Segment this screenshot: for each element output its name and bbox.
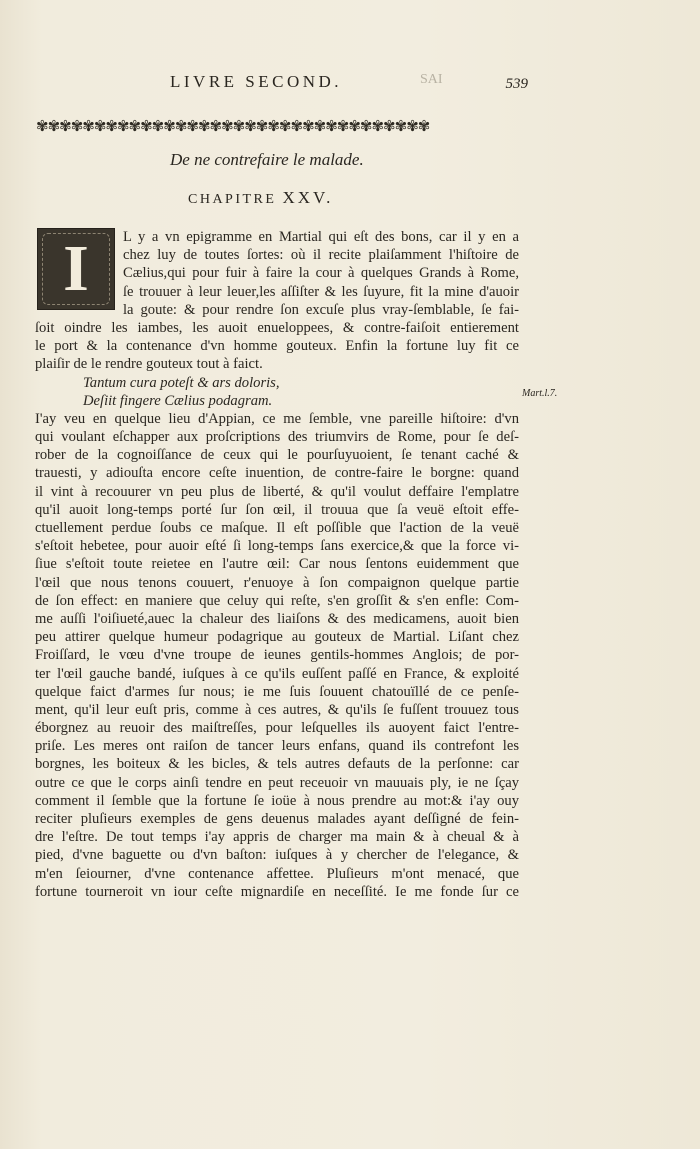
text-line: rober de la cognoiſſance de ceux qui le pourſuyuoient, ſe tenant caché & — [35, 447, 519, 464]
body-text — [35, 228, 519, 901]
text-line: ſiue s'eſtoit toute reietee en l'autre œil: Car nous ſentons euidemment que — [35, 556, 519, 573]
verse-line: Deſiit fingere Cælius podagram. — [83, 392, 273, 409]
text-line: ctuellement perdue ſoubs ce maſque. Il eſt poſſible que l'action de la veuë — [35, 520, 519, 536]
text-line: qu'il auoit long-temps porté ſur ſon œil, il trouua que ſa veuë eſtoit effe- — [35, 501, 519, 518]
text-line: L y a vn epigramme en Martial qui eſt des bons, car il y en a — [123, 229, 519, 245]
chapter-heading — [188, 188, 508, 208]
text-line: priſe. Les meres ont raiſon de tancer leurs enfans, quand ils contrefont les — [35, 738, 519, 755]
text-line: I'ay veu en quelque lieu d'Appian, ce me ſemble, vne pareille hiſtoire: d'vn — [35, 410, 519, 427]
text-line: l'œil que nous tenons couuert, r'enuoye à ſon compaignon quelque partie — [35, 574, 519, 591]
text-line: ſoit oindre les iambes, les auoit enueloppees, & contre-faiſoit entierement — [35, 319, 519, 336]
marginal-note: Mart.l.7. — [522, 388, 558, 399]
text-line: reciter pluſieurs exemples de gens deuenus malades ayant deſſigné de fein- — [35, 811, 519, 827]
chapter-title: De ne contrefaire le malade. — [170, 150, 364, 169]
text-line: qui voulant eſchapper aux proſcriptions des triumvirs de Rome, pour ſe deſ- — [35, 429, 519, 446]
text-line: trauesti, y adiouſta encore ceſte inuention, de contre-faire le borgne: quand — [35, 465, 519, 482]
text-line: me auſſi l'oiſiueté,auec la chaleur des liaiſons & des medicamens, auoit bien — [35, 610, 519, 627]
text-line: de ſon effect: en maniere que celuy qui reſte, s'en groſſit & s'en enfle: Com- — [35, 592, 519, 609]
text-line: fortune tourneroit vn iour ceſte mignardiſe en neceſſité. Ie me fonde ſur ce — [35, 883, 519, 900]
chapter-number: XXV. — [282, 188, 334, 207]
text-line: ter l'œil gauche bandé, iuſques à ce qu'ils euſſent paſſé en France, & exploité — [35, 665, 519, 682]
text-line: comment il ſemble que la fortune ſe ioüe à nous prendre au mot:& i'ay ouy — [35, 792, 519, 809]
text-line: la goute: & pour rendre ſon excuſe plus vray-ſemblable, ſe fai- — [123, 301, 519, 318]
text-line: ment, qu'il leur euſt pris, comme à ces autres, & qu'ils ſe fuſſent trouuez tous — [35, 701, 519, 718]
text-line: s'eſtoit hebetee, pour auoir eſté ſi long-temps ſans exercice,& que la force vi- — [35, 538, 519, 555]
verse-line: Tantum cura poteſt & ars doloris, — [83, 374, 280, 391]
drop-cap-letter: I — [63, 232, 89, 305]
running-title: LIVRE SECOND. — [170, 72, 343, 91]
text-line: quelque faict d'armes ſur nous; ie me ſuis ſouuent chatouïllé de ce penſe- — [35, 683, 519, 700]
chapter-label: CHAPITRE — [188, 192, 277, 207]
text-line: ſe trouuer à leur leuer,les aſſiſter & les ſuyure, fit la mine d'auoir — [123, 283, 519, 300]
text-line: chez luy de toutes ſortes: où il recite plaiſamment l'hiſtoire de — [123, 247, 519, 264]
text-line: Cælius,qui pour fuir à faire la cour à quelques Grands à Rome, — [123, 265, 519, 282]
text-line: il vint à recouurer vn peu plus de liberté, & qu'il voulut deffaire l'emplatre — [35, 483, 519, 500]
text-line: pied, d'vne baguette ou d'vn baſton: iuſques à y chercher de l'elegance, & — [35, 847, 519, 864]
text-line: borgnes, les boiteux & les bicles, & tels autres defauts de la perſonne: car — [35, 756, 519, 773]
text-line: peu attirer quelque humeur podagrique au gouteux de Martial. Liſant chez — [35, 629, 519, 646]
text-line: dre l'eſtre. De tout temps i'ay appris de charger ma main & à cheual & à — [35, 829, 519, 846]
bleed-through-text: SAI — [420, 72, 443, 87]
text-line: plaiſir de le rendre gouteux tout à faict. — [35, 356, 263, 373]
ornamental-border: ✾✾✾✾✾✾✾✾✾✾✾✾✾✾✾✾✾✾✾✾✾✾✾✾✾✾✾✾✾✾✾✾✾✾ — [36, 117, 430, 135]
page-number: 539 — [505, 76, 528, 92]
text-line: outre ce que le corps ainſi tendre en peut receuoir vn mauuais ply, ie ne ſçay — [35, 774, 519, 791]
text-line: le port & la contenance d'vn homme gouteux. Enfin la fortune luy fit ce — [35, 338, 519, 355]
text-line: éborgnez au reuoir des maiſtreſſes, pour leſquelles ils auoyent faict l'entre- — [35, 720, 519, 737]
text-line: m'en ſeiourner, d'vne contenance affettee. Pluſieurs m'ont menacé, que — [35, 865, 519, 882]
text-line: Froiſſard, le vœu d'vne troupe de ieunes gentils-hommes Anglois; de por- — [35, 647, 519, 664]
